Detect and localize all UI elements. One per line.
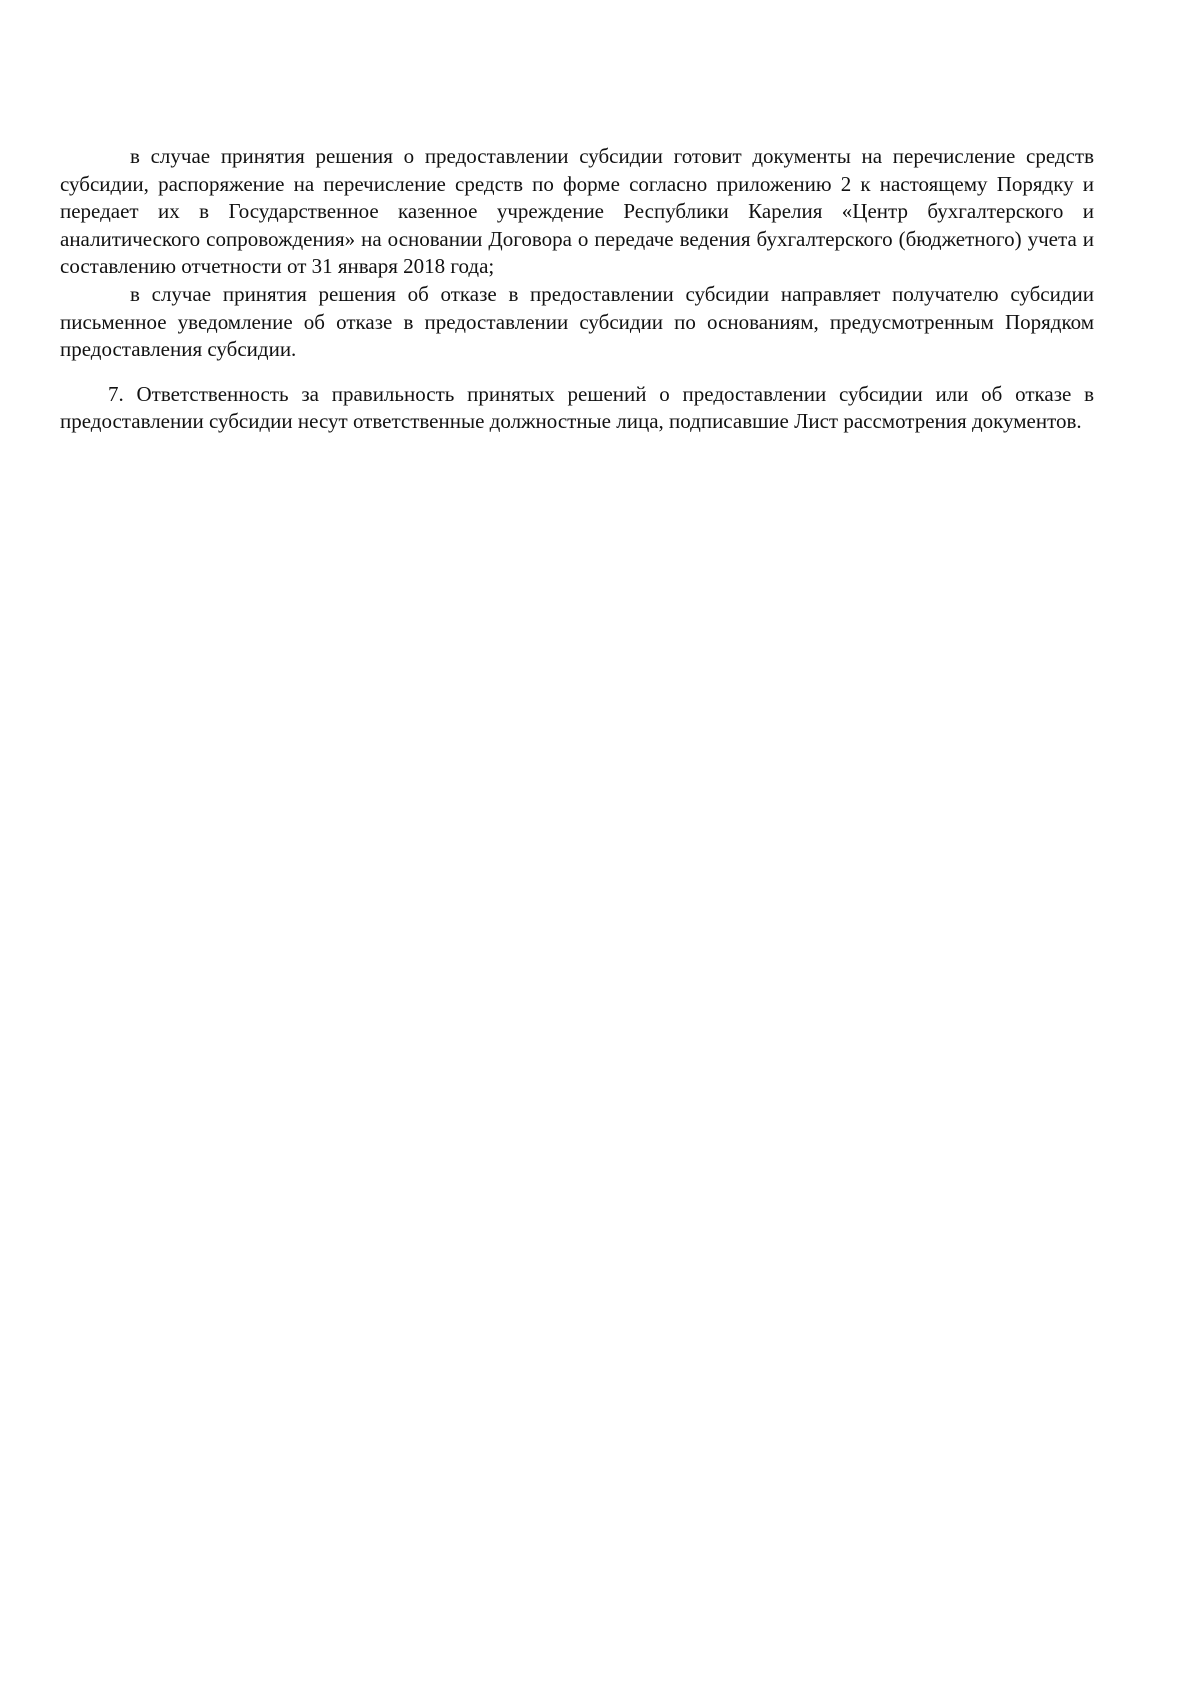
document-body (60, 143, 1094, 436)
paragraph-subsidy-refusal: в случае принятия решения об отказе в предоставлении субсидии направляет получателю субсидии письменное уведомление об отказе в предоставлении субсидии по основаниям, предусмотренным Порядком предоставления субсидии. (60, 281, 1094, 362)
paragraph-subsidy-approval: в случае принятия решения о предоставлении субсидии готовит документы на перечисление средств субсидии, распоряжение на перечисление средств по форме согласно приложению 2 к настоящему Порядку и передает их в Государственное казенное учреждение Республики Карелия «Центр бухгалтерского и аналитического сопровождения» на основании Договора о передаче ведения бухгалтерского (бюджетного) учета и составлению отчетности от 31 января 2018 года; (60, 144, 1094, 279)
paragraph-responsibility: 7. Ответственность за правильность принятых решений о предоставлении субсидии или об отказе в предоставлении субсидии несут ответственные должностные лица, подписавшие Лист рассмотрения документов. (60, 381, 1094, 434)
